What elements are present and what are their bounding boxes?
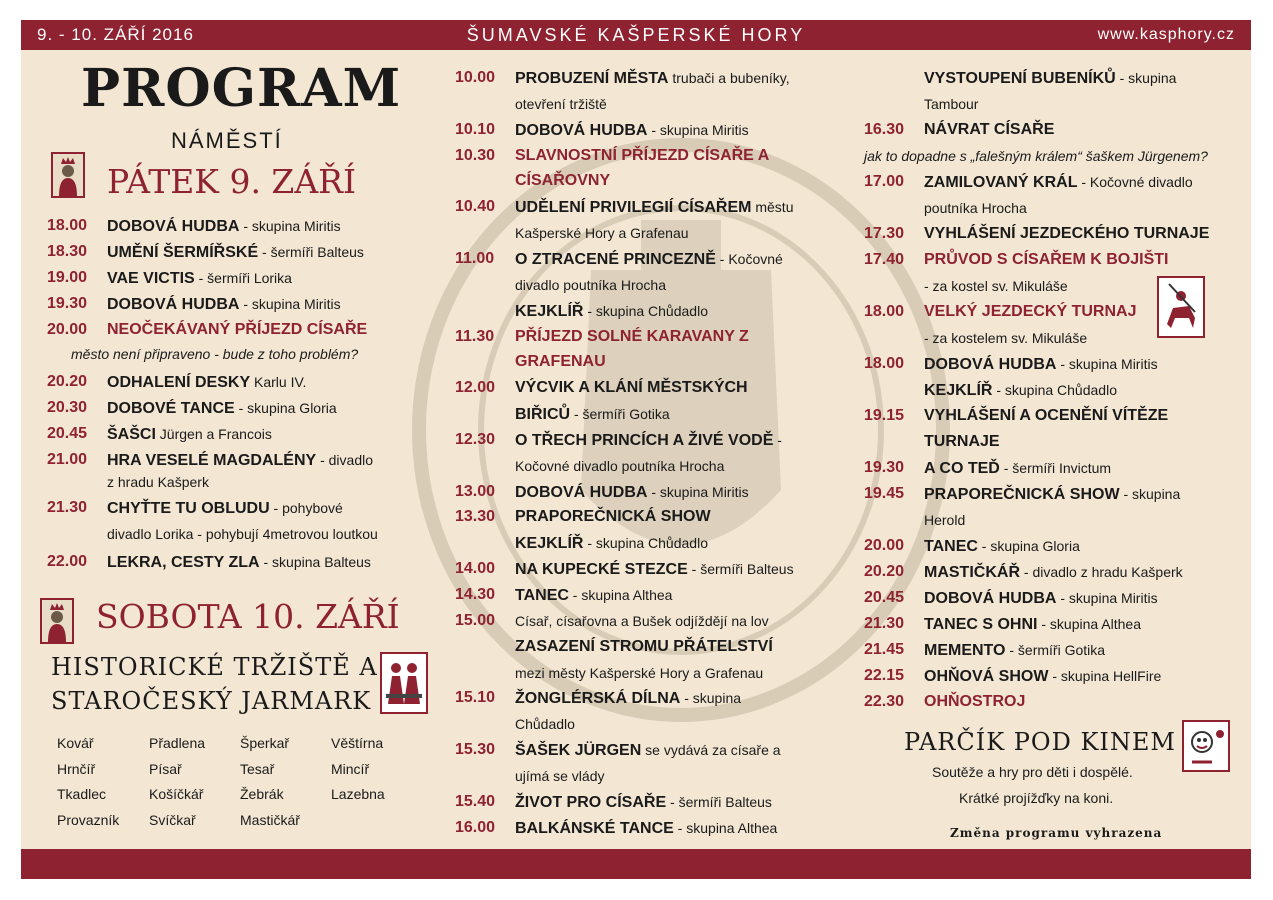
event-title: NEOČEKÁVANÝ PŘÍJEZD CÍSAŘE	[107, 321, 368, 338]
event-time: 10.10	[455, 120, 496, 138]
event-time: 20.45	[864, 589, 905, 606]
event-time: 16.00	[455, 818, 496, 836]
market-heading-1: HISTORICKÉ TRŽIŠTĚ A	[51, 653, 378, 681]
event-description: - skupina	[1119, 486, 1181, 502]
event-title: PŘÍJEZD SOLNÉ KARAVANY Z	[515, 327, 749, 345]
event-title: UDĚLENÍ PRIVILEGIÍ CÍSAŘEM	[515, 199, 752, 217]
event-time: 18.00	[864, 355, 905, 372]
event-description: - šermíři Lorika	[194, 270, 292, 286]
craft-item: Žebrák	[240, 786, 284, 802]
location-subtitle: NÁMĚSTÍ	[171, 128, 283, 153]
event-description: Císař, císařovna a Bušek odjíždějí na lov	[515, 612, 769, 629]
event-title: ZASAZENÍ STROMU PŘÁTELSTVÍ	[515, 637, 773, 655]
event-description: - skupina Miritis	[1056, 590, 1158, 606]
event-time: 18.00	[864, 303, 905, 320]
event-time: 16.30	[864, 121, 905, 138]
friday-note: město není připraveno - bude z toho problém?	[71, 346, 359, 362]
event-time: 20.00	[864, 537, 905, 554]
event-description: - skupina Miritis	[239, 218, 341, 234]
event-description: Kašperské Hory a Grafenau	[515, 225, 689, 242]
event-time: 15.10	[455, 689, 496, 707]
event-time: 12.30	[455, 430, 496, 448]
event-title: GRAFENAU	[515, 353, 606, 371]
event-description: - skupina Miritis	[239, 296, 341, 312]
event-title: KEJKLÍŘ	[515, 535, 584, 553]
event-title: TANEC	[515, 587, 569, 604]
event-title: VYHLÁŠENÍ A OCENĚNÍ VÍTĚZE	[924, 407, 1169, 424]
event-description: - skupina Chůdadlo	[583, 302, 708, 319]
event-description: - divadlo z hradu Kašperk	[1020, 564, 1183, 580]
event-description: Tambour	[924, 96, 979, 112]
event-description: městu	[751, 199, 794, 216]
event-description: - skupina Gloria	[977, 538, 1080, 554]
event-title: VYSTOUPENÍ BUBENÍKŮ	[924, 70, 1116, 87]
parcik-line-1: Soutěže a hry pro děti i dospělé.	[932, 764, 1133, 780]
event-time: 20.20	[47, 373, 88, 390]
event-title: DOBOVÁ HUDBA	[107, 218, 240, 235]
event-title: TURNAJE	[924, 433, 1000, 450]
event-description: - skupina	[1115, 70, 1177, 86]
event-title: CHYŤTE TU OBLUDU	[107, 500, 270, 517]
event-title: PRŮVOD S CÍSAŘEM K BOJIŠTI	[924, 251, 1169, 268]
craft-item: Věštírna	[331, 735, 384, 751]
event-description: - skupina Balteus	[259, 554, 371, 570]
event-title: ŽONGLÉRSKÁ DÍLNA	[515, 690, 681, 708]
event-title: OHŇOVÁ SHOW	[924, 668, 1049, 685]
event-description: - skupina Althea	[1037, 616, 1141, 632]
event-description: - šermíři Balteus	[666, 793, 772, 810]
event-description: otevření tržiště	[515, 95, 607, 112]
event-title: O TŘECH PRINCÍCH A ŽIVÉ VODĚ	[515, 431, 774, 449]
event-title: ODHALENÍ DESKY	[107, 374, 251, 391]
event-title: KEJKLÍŘ	[515, 302, 584, 320]
market-illustration-icon	[380, 652, 428, 714]
craft-item: Lazebna	[331, 786, 385, 802]
event-description: ujímá se vlády	[515, 767, 605, 784]
event-description: se vydává za císaře a	[641, 742, 781, 759]
craft-item: Košíčkář	[149, 786, 204, 802]
event-title: BALKÁNSKÉ TANCE	[515, 819, 674, 837]
event-time: 22.15	[864, 667, 905, 684]
event-description: - skupina HellFire	[1048, 668, 1162, 684]
craft-item: Kovář	[57, 735, 94, 751]
parcik-line-2: Krátké projížďky na koni.	[959, 790, 1114, 806]
event-description: mezi městy Kašperské Hory a Grafenau	[515, 664, 764, 681]
kids-games-icon	[1182, 720, 1230, 772]
event-title: DOBOVÁ HUDBA	[924, 590, 1057, 607]
program-title: PROGRAM	[81, 58, 402, 119]
craft-item: Šperkař	[240, 735, 290, 751]
event-time: 19.30	[864, 459, 905, 476]
market-heading-2: STAROČESKÝ JARMARK	[51, 687, 372, 715]
event-time: 19.45	[864, 485, 905, 502]
event-time: 11.30	[455, 327, 495, 345]
event-description: -	[773, 431, 782, 448]
event-description: - skupina Chůdadlo	[583, 535, 708, 552]
banner-website[interactable]: www.kasphory.cz	[1097, 26, 1235, 43]
event-title: ŽIVOT PRO CÍSAŘE	[515, 793, 667, 811]
top-banner	[21, 20, 1251, 50]
poster	[21, 20, 1251, 879]
event-title: DOBOVÁ HUDBA	[515, 483, 648, 501]
event-time: 12.00	[455, 379, 496, 397]
banner-town: ŠUMAVSKÉ KAŠPERSKÉ HORY	[466, 25, 806, 45]
event-time: 17.40	[864, 251, 905, 268]
event-time: 19.00	[47, 269, 88, 286]
event-title: MASTIČKÁŘ	[924, 564, 1020, 581]
event-description: - Kočovné	[715, 250, 783, 267]
event-time: 10.40	[455, 198, 496, 216]
event-description: - divadlo	[316, 452, 374, 468]
event-time: 13.00	[455, 482, 496, 500]
event-title: VÝCVIK A KLÁNÍ MĚSTSKÝCH	[515, 379, 748, 397]
event-description: Kočovné divadlo poutníka Hrocha	[515, 457, 725, 474]
saturday-heading: SOBOTA 10. ZÁŘÍ	[96, 597, 400, 636]
event-time: 18.00	[47, 217, 88, 234]
event-description: Karlu IV.	[250, 374, 307, 390]
event-time: 13.30	[455, 508, 496, 526]
event-title: ŠAŠEK JÜRGEN	[515, 742, 642, 760]
event-title: O ZTRACENÉ PRINCEZNĚ	[515, 250, 716, 268]
event-description: - skupina Gloria	[234, 400, 337, 416]
event-title: TANEC S OHNI	[924, 616, 1038, 633]
event-title: OHŇOSTROJ	[924, 693, 1026, 710]
event-description: - skupina Althea	[673, 819, 778, 836]
event-description: Chůdadlo	[515, 716, 575, 733]
parcik-heading: PARČÍK POD KINEM	[904, 728, 1176, 756]
craft-item: Provazník	[57, 811, 120, 828]
event-time: 20.30	[47, 399, 88, 416]
event-title: NA KUPECKÉ STEZCE	[515, 561, 688, 579]
event-title: KEJKLÍŘ	[924, 382, 993, 399]
event-description: - šermíři Gotika	[570, 406, 670, 423]
event-title: TANEC	[924, 538, 978, 555]
event-description: poutníka Hrocha	[924, 200, 1027, 216]
event-title: LEKRA, CESTY ZLA	[107, 554, 260, 571]
event-title: SLAVNOSTNÍ PŘÍJEZD CÍSAŘE A	[515, 146, 770, 164]
event-time: 14.30	[455, 586, 496, 603]
event-description: - Kočovné divadlo	[1077, 174, 1193, 190]
event-time: 15.00	[455, 611, 496, 629]
event-time: 19.15	[864, 407, 905, 424]
event-time: 20.20	[864, 563, 905, 580]
event-title: ŠAŠCI	[107, 426, 156, 443]
event-time: 17.30	[864, 225, 905, 242]
event-description: divadlo poutníka Hrocha	[515, 276, 666, 293]
knight-on-horse-icon	[1157, 276, 1205, 338]
event-description: - skupina Chůdadlo	[992, 382, 1117, 398]
craft-item: Mastičkář	[240, 811, 300, 828]
king-portrait-icon-2	[40, 598, 74, 644]
event-title: VAE VICTIS	[107, 270, 195, 287]
event-time: 22.00	[47, 553, 88, 570]
event-description: - skupina Miritis	[647, 121, 749, 138]
event-time: 21.45	[864, 641, 905, 658]
event-time: 10.00	[455, 69, 496, 86]
craft-item: Písař	[149, 760, 182, 777]
event-title: VYHLÁŠENÍ JEZDECKÉHO TURNAJE	[924, 225, 1210, 242]
event-time: 10.30	[455, 146, 496, 164]
event-description: - skupina Miritis	[647, 483, 749, 500]
craft-item: Hrnčíř	[57, 760, 96, 777]
event-time: 11.00	[455, 249, 495, 267]
event-time: 15.30	[455, 741, 496, 759]
event-title: A CO TEĎ	[924, 460, 1000, 477]
craft-item: Tesař	[240, 760, 275, 777]
event-title: PRAPOREČNICKÁ SHOW	[924, 486, 1120, 503]
bottom-banner	[21, 849, 1251, 879]
event-description: divadlo Lorika - pohybují 4metrovou loutkou	[107, 526, 378, 542]
craft-item: Svíčkař	[149, 811, 196, 828]
event-description: - pohybové	[269, 500, 343, 516]
event-title: CÍSAŘOVNY	[515, 172, 611, 190]
event-description: - šermíři Balteus	[258, 244, 364, 260]
event-description: - skupina Miritis	[1056, 356, 1158, 372]
event-title: VELKÝ JEZDECKÝ TURNAJ	[924, 303, 1137, 320]
event-title: DOBOVÉ TANCE	[107, 400, 235, 417]
event-description: - šermíři Invictum	[999, 460, 1112, 476]
event-description: - šermíři Balteus	[687, 561, 794, 578]
event-description: - skupina Althea	[568, 587, 673, 603]
event-description: - za kostel sv. Mikuláše	[924, 278, 1068, 294]
event-description: - skupina	[680, 690, 742, 707]
friday-heading: PÁTEK 9. ZÁŘÍ	[107, 162, 357, 201]
event-time: 19.30	[47, 295, 88, 312]
event-title: MEMENTO	[924, 642, 1006, 659]
event-title: BIŘICŮ	[515, 406, 571, 424]
event-title: PRAPOREČNICKÁ SHOW	[515, 508, 711, 526]
event-time: 17.00	[864, 173, 905, 190]
event-title: UMĚNÍ ŠERMÍŘSKÉ	[107, 244, 259, 261]
event-time: 20.45	[47, 425, 88, 442]
event-description: Jürgen a Francois	[155, 426, 272, 442]
event-description: z hradu Kašperk	[107, 474, 209, 490]
event-time: 22.30	[864, 693, 905, 710]
event-time: 15.40	[455, 792, 496, 810]
event-title: DOBOVÁ HUDBA	[515, 121, 648, 139]
program-change-note: Změna programu vyhrazena	[950, 826, 1163, 840]
craft-item: Mincíř	[331, 760, 370, 777]
event-time: 18.30	[47, 243, 88, 260]
banner-date: 9. - 10. ZÁŘÍ 2016	[37, 25, 194, 44]
jester-note: jak to dopadne s „falešným králem“ šaškem Jürgenem?	[864, 148, 1208, 164]
event-description: - za kostelem sv. Mikuláše	[924, 330, 1088, 346]
event-description: Herold	[924, 512, 966, 528]
king-portrait-icon	[51, 152, 85, 198]
event-time: 21.30	[47, 499, 88, 516]
event-description: - šermíři Gotika	[1005, 642, 1106, 658]
event-time: 21.00	[47, 451, 88, 468]
event-title: DOBOVÁ HUDBA	[107, 296, 240, 313]
event-title: ZAMILOVANÝ KRÁL	[924, 174, 1078, 191]
event-title: HRA VESELÉ MAGDALÉNY	[107, 452, 317, 469]
event-time: 21.30	[864, 615, 905, 632]
event-title: NÁVRAT CÍSAŘE	[924, 121, 1055, 138]
craft-item: Přadlena	[149, 735, 206, 751]
event-title: DOBOVÁ HUDBA	[924, 356, 1057, 373]
event-description: trubači a bubeníky,	[668, 70, 790, 86]
event-time: 20.00	[47, 321, 88, 338]
event-title: PROBUZENÍ MĚSTA	[515, 70, 669, 87]
event-time: 14.00	[455, 560, 496, 578]
craft-item: Tkadlec	[57, 786, 107, 802]
